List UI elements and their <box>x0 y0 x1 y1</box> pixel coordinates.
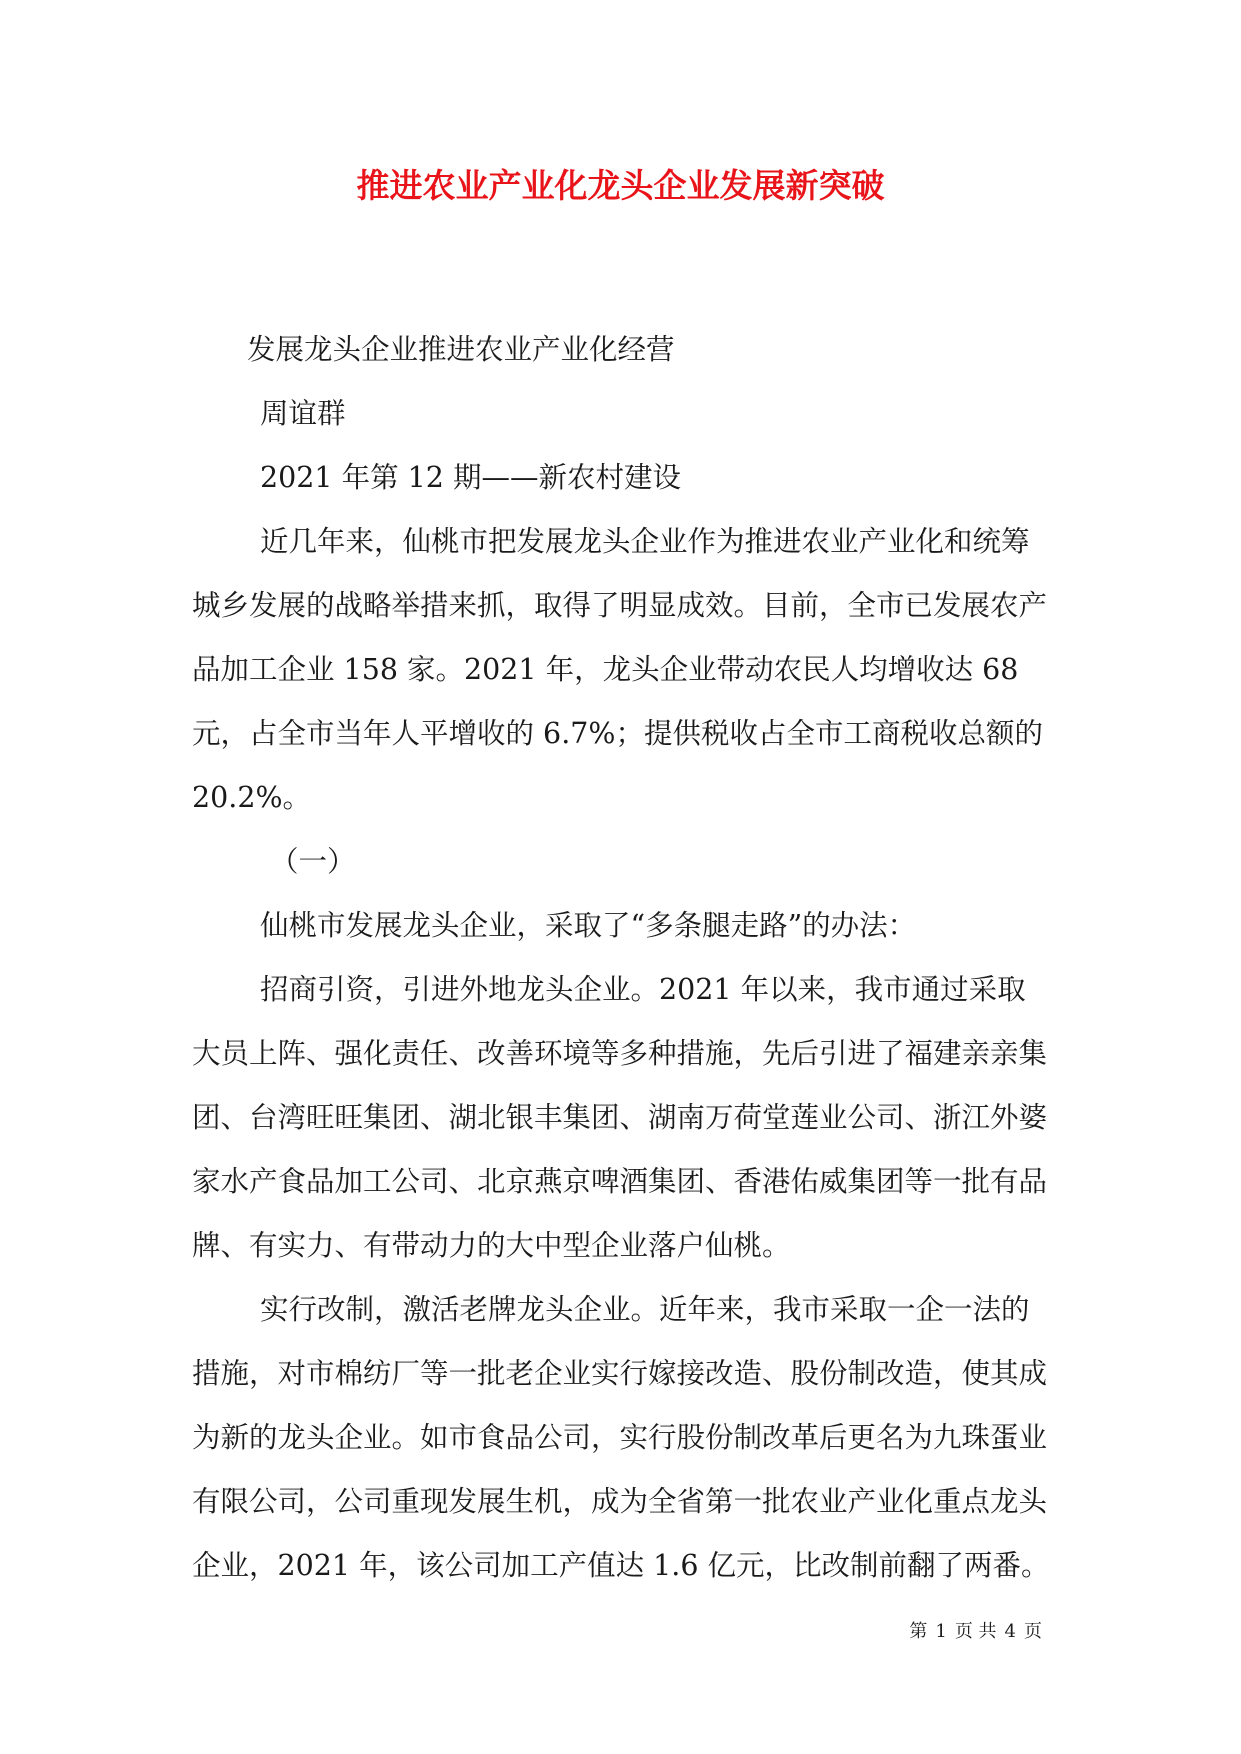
investment-paragraph: 招商引资，引进外地龙头企业。2021 年以来，我市通过采取大员上阵、强化责任、改善环境等多种措施，先后引进了福建亲亲集团、台湾旺旺集团、湖北银丰集团、湖南万荷堂莲业公司、浙江外婆家水产食品加工公司、北京燕京啤酒集团、香港佑威集团等一批有品牌、有实力、有带动力的大中型企业落户仙桃。 <box>192 973 1048 1262</box>
footer-prefix: 第 <box>909 1621 928 1642</box>
footer-suffix: 页 <box>1024 1621 1042 1642</box>
method-paragraph: 仙桃市发展龙头企业，采取了“多条腿走路”的办法： <box>260 909 917 942</box>
document-title: 推进农业产业化龙头企业发展新突破 <box>356 166 885 205</box>
reform-paragraph: 实行改制，激活老牌龙头企业。近年来，我市采取一企一法的措施，对市棉纺厂等一批老企业实行嫁接改造、股份制改造，使其成为新的龙头企业。如市食品公司，实行股份制改革后更名为九珠蛋业有限公司，公司重现发展生机，成为全省第一批农业产业化重点龙头企业，2021 年，该公司加工产值达 1.6 亿元，比改制前翻了两番。 <box>192 1293 1050 1582</box>
subtitle-paragraph: 发展龙头企业推进农业产业化经营 <box>247 333 675 366</box>
author-paragraph: 周谊群 <box>260 397 346 430</box>
footer-middle: 页 共 <box>954 1621 997 1642</box>
intro-paragraph: 近几年来，仙桃市把发展龙头企业作为推进农业产业化和统筹城乡发展的战略举措来抓，取得了明显成效。目前，全市已发展农产品加工企业 158 家。2021 年，龙头企业带动农民人均增收达 68 元，占全市当年人平增收的 6.7%；提供税收占全市工商税收总额的 20.2%。 <box>192 525 1048 814</box>
section-heading: （一） <box>270 845 356 878</box>
footer-total-pages: 4 <box>1004 1621 1016 1642</box>
issue-paragraph: 2021 年第 12 期——新农村建设 <box>260 461 681 494</box>
page-footer <box>905 1617 1046 1643</box>
footer-page-number: 1 <box>935 1621 947 1642</box>
document-body <box>192 318 1052 1598</box>
